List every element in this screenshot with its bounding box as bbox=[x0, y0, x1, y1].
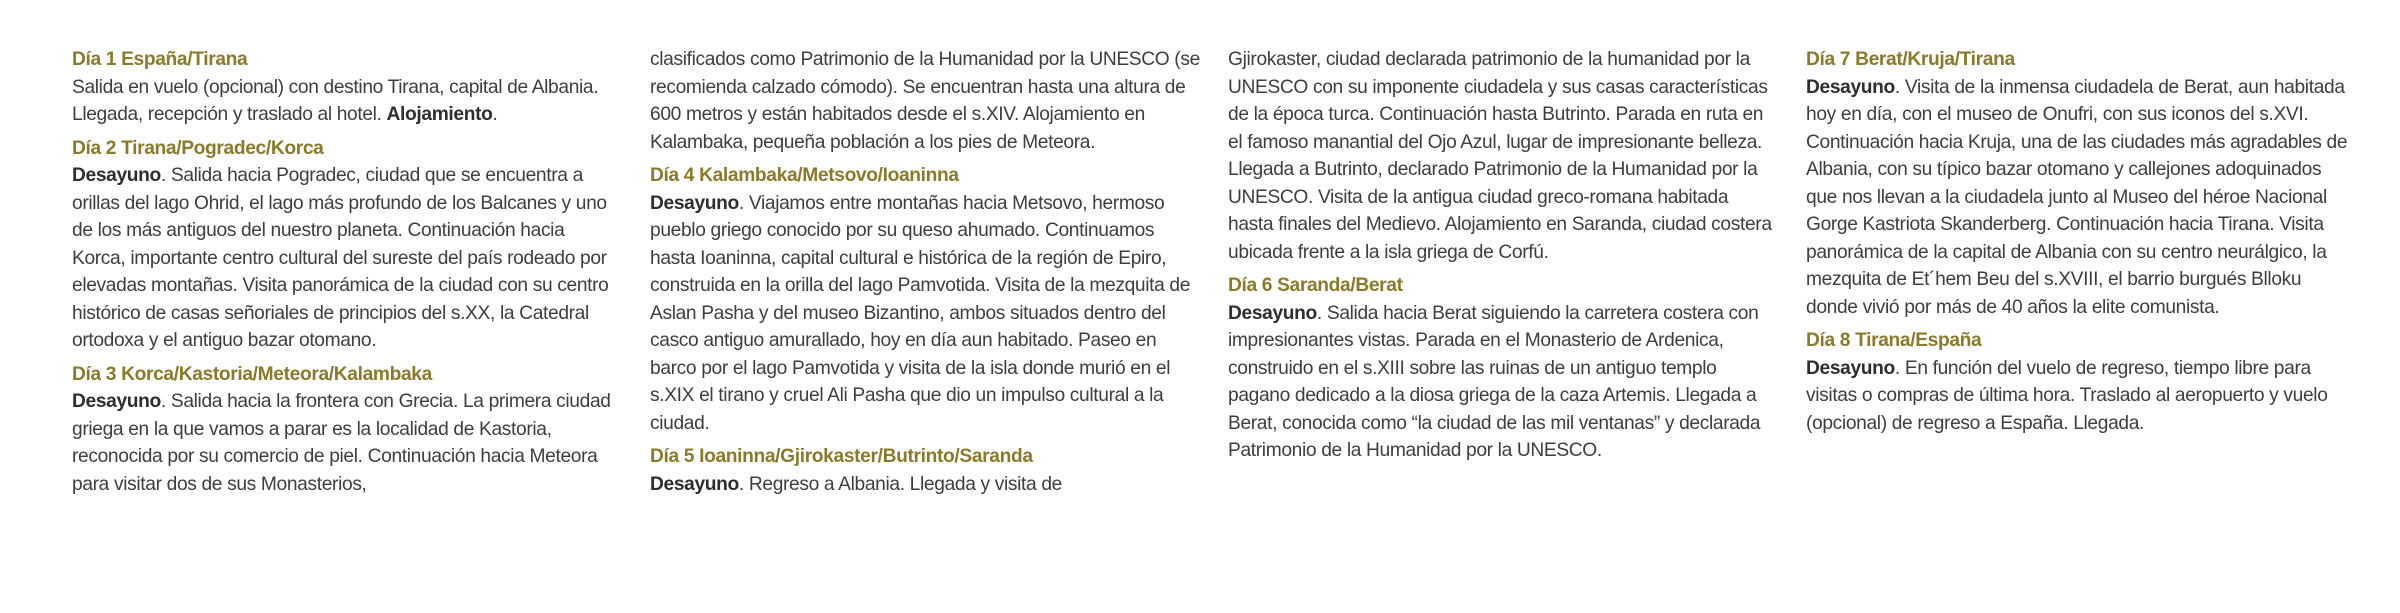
day-text: Gjirokaster, ciudad declarada patrimonio de la humanidad por la UNESCO con su imponente ciudadela y sus casas características de la época turca. Continuación hasta Butrinto. Parada en ruta en el famoso manantial del Ojo Azul, lugar de impresionante belleza. Llegada a Butrinto, declarado Patrimonio de la Humanidad por la UNESCO. Visita de la antigua ciudad greco-romana habitada hasta finales del Medievo. Alojamiento en Saranda, ciudad costera ubicada frente a la isla griega de Corfú. bbox=[1228, 49, 1772, 263]
day-lead: Desayuno bbox=[72, 391, 161, 412]
day-lead: Desayuno bbox=[1228, 302, 1317, 324]
itinerary-page bbox=[72, 46, 2372, 606]
day-text: clasificados como Patrimonio de la Humanidad por la UNESCO (se recomienda calzado cómodo). Se encuentran hasta una altura de 600 metros y están habitados desde el s.XIV. Alojamiento en Kalambaka, pequeña población a los pies de Meteora. bbox=[650, 49, 1200, 153]
day-lead: Desayuno bbox=[650, 192, 739, 214]
day-block bbox=[1806, 46, 2356, 321]
day-title: Día 5 Ioaninna/Gjirokaster/Butrinto/Saranda bbox=[650, 446, 1033, 467]
day-after: . bbox=[492, 104, 498, 125]
day-lead: Desayuno bbox=[72, 165, 161, 186]
day-block bbox=[1228, 46, 1778, 266]
day-block bbox=[72, 361, 622, 499]
day-title: Día 6 Saranda/Berat bbox=[1228, 275, 1403, 296]
day-block bbox=[650, 46, 1200, 156]
day-text: . Viajamos entre montañas hacia Metsovo, hermoso pueblo griego conocido por su queso ahumado. Continuamos hasta Ioaninna, capital cultural e histórica de la región de Epiro, construida en la orilla del lago Pamvotida. Visita de la mezquita de Aslan Pasha y del museo Bizantino, ambos situados dentro del casco antiguo amurallado, hoy en día aun habitado. Paseo en barco por el lago Pamvotida y visita de la isla donde murió en el s.XIX el tirano y cruel Ali Pasha que dio un impulso cultural a la ciudad. bbox=[650, 192, 1191, 434]
day-text: . Regreso a Albania. Llegada y visita de bbox=[738, 473, 1062, 495]
day-block bbox=[650, 162, 1200, 437]
day-text: Salida en vuelo (opcional) con destino Tirana, capital de Albania. Llegada, recepción y traslado al hotel. bbox=[72, 76, 599, 125]
itinerary-column-4 bbox=[1806, 46, 2356, 606]
day-lead: Desayuno bbox=[1806, 357, 1895, 379]
day-block bbox=[1806, 327, 2356, 437]
itinerary-column-3 bbox=[1228, 46, 1778, 606]
day-title: Día 4 Kalambaka/Metsovo/Ioaninna bbox=[650, 165, 959, 186]
day-lead: Desayuno bbox=[650, 473, 739, 495]
day-lead: Desayuno bbox=[1806, 76, 1895, 98]
itinerary-column-1 bbox=[72, 46, 622, 606]
itinerary-column-2 bbox=[650, 46, 1200, 606]
day-trail: Alojamiento bbox=[386, 104, 493, 125]
day-text: . Salida hacia Pogradec, ciudad que se encuentra a orillas del lago Ohrid, el lago más profundo de los Balcanes y uno de los más antiguos del nuestro planeta. Continuación hacia Korca, importante centro cultural del sureste del país rodeado por elevadas montañas. Visita panorámica de la ciudad con su centro histórico de casas señoriales de principios del s.XX, la Catedral ortodoxa y el antiguo bazar otomano. bbox=[72, 165, 609, 351]
day-title: Día 2 Tirana/Pogradec/Korca bbox=[72, 137, 324, 159]
day-text: . Salida hacia la frontera con Grecia. La primera ciudad griega en la que vamos a parar es la localidad de Kastoria, reconocida por su comercio de piel. Continuación hacia Meteora para visitar dos de sus Monasterios, bbox=[72, 391, 611, 495]
day-block bbox=[72, 135, 622, 355]
day-title: Día 3 Korca/Kastoria/Meteora/Kalambaka bbox=[72, 363, 432, 385]
day-title: Día 7 Berat/Kruja/Tirana bbox=[1806, 49, 2015, 70]
day-block bbox=[72, 46, 622, 129]
day-title: Día 1 España/Tirana bbox=[72, 49, 248, 70]
day-title: Día 8 Tirana/España bbox=[1806, 330, 1982, 351]
day-text: . En función del vuelo de regreso, tiempo libre para visitas o compras de última hora. Traslado al aeropuerto y vuelo (opcional) de regreso a España. Llegada. bbox=[1806, 357, 2328, 434]
day-text: . Visita de la inmensa ciudadela de Berat, aun habitada hoy en día, con el museo de Onufri, con sus iconos del s.XVI. Continuación hacia Kruja, una de las ciudades más agradables de Albania, con su típico bazar otomano y callejones adoquinados que nos llevan a la ciudadela junto al Museo del héroe Nacional Gorge Kastriota Skanderberg. Continuación hacia Tirana. Visita panorámica de la capital de Albania con su centro neurálgico, la mezquita de Et´hem Beu del s.XVIII, el barrio burgués Blloku donde vivió por más de 40 años la elite comunista. bbox=[1806, 76, 2348, 318]
day-block bbox=[1228, 272, 1778, 465]
day-text: . Salida hacia Berat siguiendo la carretera costera con impresionantes vistas. Parada en el Monasterio de Ardenica, construido en el s.XIII sobre las ruinas de un antiguo templo pagano dedicado a la diosa griega de la caza Artemis. Llegada a Berat, conocida como “la ciudad de las mil ventanas” y declarada Patrimonio de la Humanidad por la UNESCO. bbox=[1228, 302, 1761, 461]
day-block bbox=[650, 443, 1200, 498]
